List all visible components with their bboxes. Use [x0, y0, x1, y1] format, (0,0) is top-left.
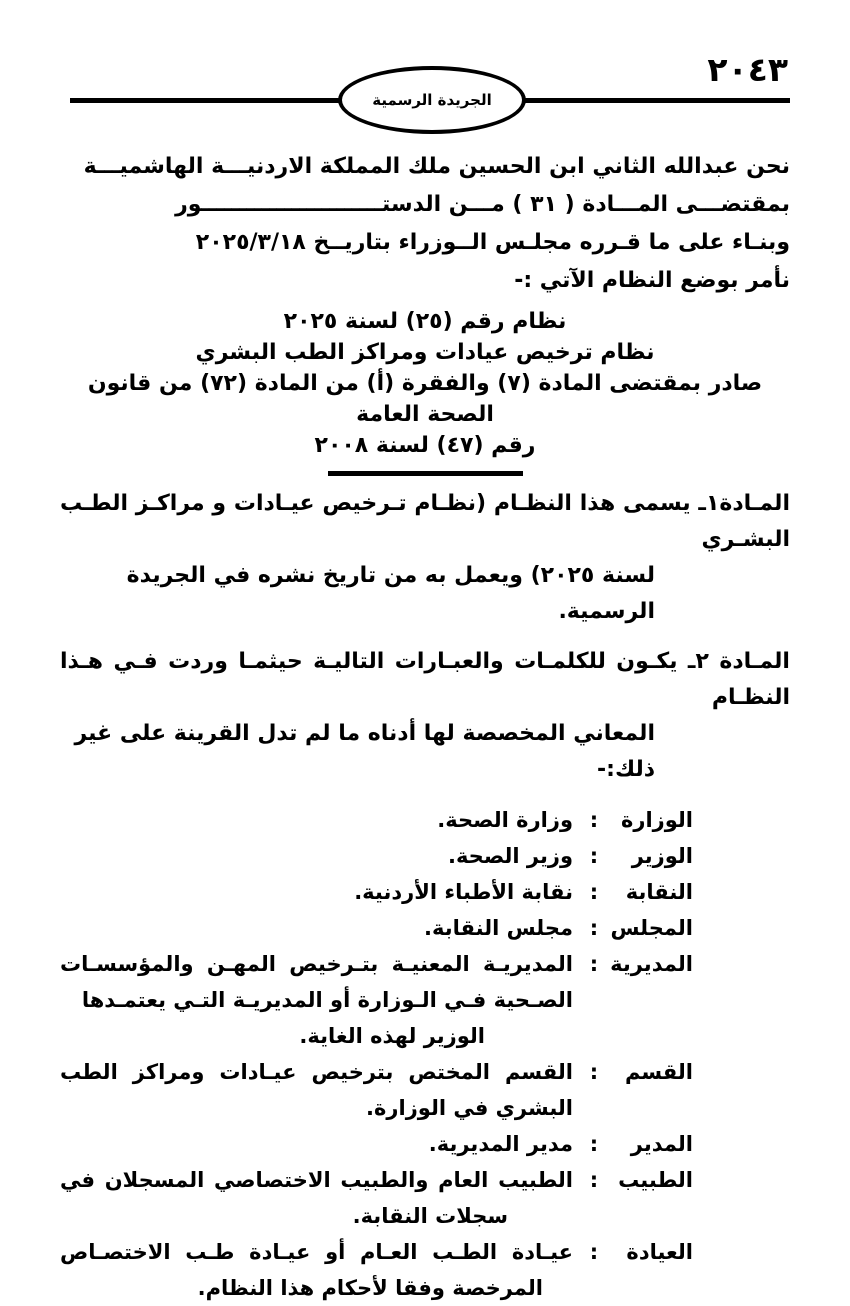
- definition-text: [60, 946, 573, 1054]
- definition-text: [60, 1126, 573, 1162]
- article-1-label: المـادة١ـ: [698, 491, 790, 516]
- regulation-name-line: نظام ترخيص عيادات ومراكز الطب البشري: [195, 340, 655, 365]
- definition-text: [60, 910, 573, 946]
- masthead-ellipse: [338, 66, 526, 134]
- article-2-label: المـادة ٢ـ: [687, 649, 790, 674]
- definition-term: القسم: [624, 1060, 693, 1084]
- royal-preamble: [60, 148, 790, 300]
- definitions-list: [60, 802, 693, 1306]
- definition-line: نقابة الأطباء الأردنية.: [354, 880, 573, 904]
- definition-term: الوزارة: [620, 808, 693, 832]
- definition-term: الوزير: [631, 844, 693, 868]
- definition-line: الصـحية فـي الـوزارة أو المديريـة التـي يعتمـدها: [81, 988, 573, 1012]
- definition-term: الطبيب: [618, 1168, 693, 1192]
- colon-separator: :: [589, 880, 599, 904]
- colon-separator: :: [589, 1240, 599, 1264]
- page-number: ٢٠٤٣: [707, 50, 788, 89]
- definition-text: [60, 802, 573, 838]
- definition-term: النقابة: [625, 880, 693, 904]
- preamble-line-2: بمقتضـــى المـــادة ( ٣١ ) مـــن الدستــــــــــــــــــــــــور: [175, 192, 790, 217]
- colon-separator: :: [589, 1060, 599, 1084]
- definition-line: المديريـة المعنيـة بتـرخيص المهـن والمؤسسـات: [60, 952, 573, 976]
- definition-row-director: [60, 1126, 693, 1162]
- definition-line: البشري في الوزارة.: [366, 1096, 573, 1120]
- regulation-title-block: [60, 306, 790, 461]
- definition-row-ministry: [60, 802, 693, 838]
- definition-line: المرخصة وفقا لأحكام هذا النظام.: [197, 1276, 543, 1300]
- masthead-title: الجريدة الرسمية: [372, 91, 492, 109]
- title-separator-rule: [328, 471, 523, 476]
- colon-separator: :: [589, 1168, 599, 1192]
- definition-line: الطبيب العام والطبيب الاختصاصي المسجلان في: [60, 1168, 573, 1192]
- definition-row-clinic: [60, 1234, 693, 1306]
- definition-text: [60, 1234, 573, 1306]
- regulation-number-line: نظام رقم (٢٥) لسنة ٢٠٢٥: [283, 309, 567, 334]
- definition-text: [60, 1054, 573, 1126]
- definition-line: عيـادة الطـب العـام أو عيـادة طـب الاختصـاص: [60, 1240, 573, 1264]
- article-1: [60, 486, 790, 630]
- definition-line: مجلس النقابة.: [424, 916, 573, 940]
- regulation-basis-line: صادر بمقتضى المادة (٧) والفقرة (أ) من المادة (٧٢) من قانون الصحة العامة: [87, 371, 763, 427]
- article-1-text: يسمى هذا النظـام (نظـام تـرخيص عيـادات و مراكـز الطـب البشـري: [60, 491, 790, 552]
- definition-line: القسم المختص بترخيص عيـادات ومراكز الطب: [60, 1060, 573, 1084]
- article-1-line-2: لسنة ٢٠٢٥) ويعمل به من تاريخ نشره في الجريدة الرسمية.: [126, 563, 655, 624]
- definition-term: العيادة: [626, 1240, 693, 1264]
- preamble-line-4: نأمر بوضع النظام الآتي :-: [514, 268, 790, 293]
- definition-line: مدير المديرية.: [428, 1132, 573, 1156]
- colon-separator: :: [589, 808, 599, 832]
- definition-line: وزير الصحة.: [447, 844, 573, 868]
- colon-separator: :: [589, 916, 599, 940]
- definition-text: [60, 874, 573, 910]
- article-1-line-1: [60, 486, 790, 558]
- definition-line: الوزير لهذه الغاية.: [299, 1024, 485, 1048]
- definition-line: سجلات النقابة.: [352, 1204, 508, 1228]
- article-2-text: يكـون للكلمـات والعبـارات التاليـة حيثمـا وردت فـي هـذا النظـام: [60, 649, 790, 710]
- colon-separator: :: [589, 844, 599, 868]
- preamble-line-1: نحن عبدالله الثاني ابن الحسين ملك المملكة الاردنيـــة الهاشميـــة: [83, 154, 790, 179]
- definition-term: المجلس: [610, 916, 693, 940]
- definition-row-association: [60, 874, 693, 910]
- definition-row-directorate: [60, 946, 693, 1054]
- definition-line: وزارة الصحة.: [437, 808, 573, 832]
- article-2-line-2: المعاني المخصصة لها أدناه ما لم تدل القرينة على غير ذلك:-: [74, 721, 655, 782]
- definition-text: [60, 1162, 573, 1234]
- preamble-line-3: وبنـاء على ما قـرره مجلـس الــوزراء بتاريــخ ٢٠٢٥/٣/١٨: [195, 230, 790, 255]
- definition-term: المدير: [630, 1132, 693, 1156]
- definition-row-section: [60, 1054, 693, 1126]
- regulation-law-number-line: رقم (٤٧) لسنة ٢٠٠٨: [314, 433, 536, 458]
- document-content: [60, 148, 790, 1306]
- definition-row-minister: [60, 838, 693, 874]
- definition-row-council: [60, 910, 693, 946]
- definition-text: [60, 838, 573, 874]
- definition-term: المديرية: [610, 952, 693, 976]
- article-2: [60, 644, 790, 788]
- article-2-line-1: [60, 644, 790, 716]
- colon-separator: :: [589, 952, 599, 976]
- colon-separator: :: [589, 1132, 599, 1156]
- definition-row-physician: [60, 1162, 693, 1234]
